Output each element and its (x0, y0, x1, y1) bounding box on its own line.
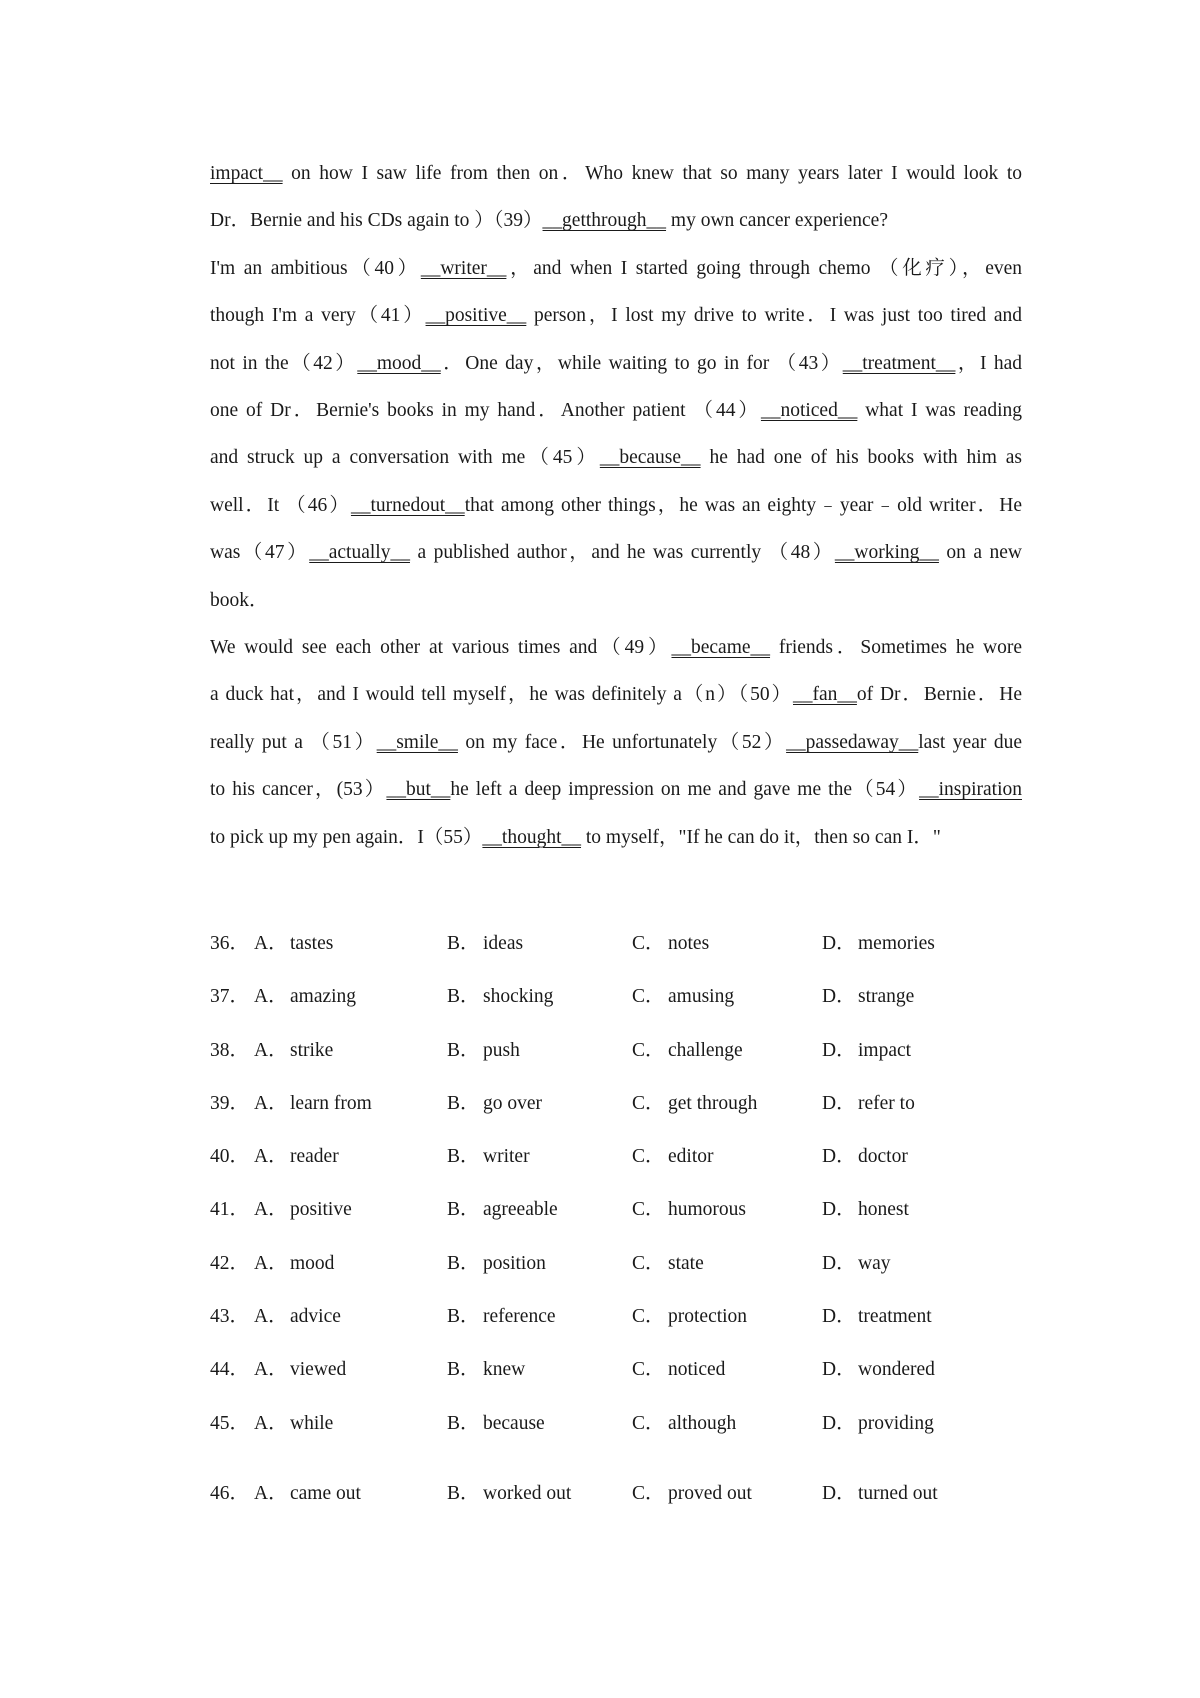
option-text: knew (483, 1359, 526, 1381)
option-letter: A． (254, 986, 288, 1008)
question-options-row (210, 1299, 1022, 1352)
option-choice (822, 1406, 934, 1442)
option-letter: C． (632, 1092, 665, 1114)
answer-blank: __positive__ (425, 305, 527, 327)
option-text: worked out (483, 1482, 572, 1504)
passage-text: Dr．Bernie and his CDs again to ）（39） (210, 210, 543, 232)
answer-blank: __thought__ (482, 826, 582, 848)
option-choice (254, 979, 356, 1015)
option-letter: B． (447, 1039, 480, 1061)
option-text: advice (290, 1306, 341, 1328)
option-choice (254, 1246, 334, 1282)
option-choice (254, 1299, 341, 1335)
option-letter: C． (632, 933, 665, 954)
option-text: tastes (290, 933, 334, 954)
passage-text: on a new (938, 542, 1023, 564)
option-choice (822, 926, 935, 962)
option-letter: B． (447, 1306, 480, 1328)
option-letter: A． (254, 1482, 288, 1504)
passage-text: and struck up a conversation with me（45） (210, 447, 600, 469)
option-letter: A． (254, 1092, 288, 1114)
answer-blank: __became__ (671, 637, 771, 659)
option-text: providing (858, 1412, 934, 1434)
option-letter: D． (822, 933, 856, 954)
passage-text: I'm an ambitious（40） (210, 257, 421, 279)
option-letter: C． (632, 1306, 665, 1328)
option-letter: B． (447, 1092, 480, 1114)
option-choice (632, 1406, 736, 1442)
passage-text: ，and when I started going through chemo （化疗），even (506, 257, 1023, 279)
option-letter: A． (254, 1039, 288, 1061)
option-letter: D． (822, 1199, 856, 1221)
option-text: memories (858, 933, 935, 954)
question-options-row (210, 979, 1022, 1032)
option-text: challenge (668, 1039, 743, 1061)
passage-text: he had one of his books with him as (700, 447, 1022, 469)
passage-text: to his cancer，(53） (210, 779, 387, 801)
question-options-row (210, 1033, 1022, 1086)
option-choice (822, 979, 914, 1015)
option-letter: C． (632, 1252, 665, 1274)
option-text: editor (668, 1146, 714, 1168)
option-letter: B． (447, 1412, 480, 1434)
passage-text: a published author，and he was currently （48） (409, 542, 835, 564)
option-choice (822, 1352, 935, 1388)
answer-blank: __actually__ (309, 542, 410, 564)
passage-text: to pick up my pen again．I（55） (210, 826, 483, 848)
option-text: positive (290, 1199, 352, 1221)
answer-blank: impact__ (210, 163, 283, 184)
option-letter: D． (822, 1359, 856, 1381)
passage-text: a duck hat，and I would tell myself，he was definitely a（n）（50） (210, 684, 793, 706)
passage-line (210, 529, 1022, 576)
passage-text: though I'm a very（41） (210, 305, 426, 327)
option-letter: B． (447, 986, 480, 1008)
answer-blank: __but__ (386, 779, 451, 801)
option-text: refer to (858, 1092, 915, 1114)
passage-text: on how I saw life from then on．Who knew that so many years later I would look to (282, 163, 1022, 184)
option-text: learn from (290, 1092, 372, 1114)
option-letter: D． (822, 1039, 856, 1061)
question-number: 40． (210, 1146, 250, 1168)
answer-blank: __inspiration (919, 779, 1022, 801)
answer-blank: __turnedout__ (350, 494, 465, 516)
answer-blank: __because__ (599, 447, 701, 469)
option-text: position (483, 1252, 546, 1274)
passage-text: We would see each other at various times and（49） (210, 637, 672, 659)
option-text: because (483, 1412, 545, 1434)
option-letter: D． (822, 1482, 856, 1504)
option-text: state (668, 1252, 704, 1274)
passage-text: ，I had (955, 352, 1022, 374)
option-text: came out (290, 1482, 361, 1504)
option-choice (447, 1476, 571, 1512)
option-choice (447, 1352, 525, 1388)
option-choice (632, 1299, 747, 1335)
option-letter: C． (632, 1412, 665, 1434)
passage-text: book． (210, 589, 269, 611)
option-choice (822, 1299, 932, 1335)
option-letter: A． (254, 1146, 288, 1168)
passage-text: ．One day，while waiting to go in for （43） (440, 352, 843, 374)
option-choice (254, 1139, 339, 1175)
passage-line (210, 197, 1022, 244)
option-choice (447, 1246, 546, 1282)
option-text: amazing (290, 986, 357, 1008)
question-number: 43． (210, 1306, 250, 1328)
passage-text: was（47） (210, 542, 310, 564)
question-number: 42． (210, 1252, 250, 1274)
option-letter: D． (822, 1412, 856, 1434)
option-letter: C． (632, 1039, 665, 1061)
option-text: humorous (668, 1199, 746, 1221)
option-text: shocking (483, 986, 554, 1008)
passage-line (210, 292, 1022, 339)
passage-line (210, 671, 1022, 718)
option-letter: C． (632, 1146, 665, 1168)
option-text: amusing (668, 986, 735, 1008)
question-number: 44． (210, 1359, 250, 1381)
option-letter: D． (822, 986, 856, 1008)
question-options-row (210, 1192, 1022, 1245)
option-choice (632, 1033, 743, 1069)
passage-line (210, 434, 1022, 481)
passage-text: friends．Sometimes he wore (770, 637, 1023, 659)
option-text: while (290, 1412, 334, 1434)
passage-line (210, 340, 1022, 387)
option-letter: A． (254, 1412, 288, 1434)
passage-paragraph (210, 624, 1022, 861)
passage-text: of Dr．Bernie．He (856, 684, 1023, 706)
option-text: reference (483, 1306, 556, 1328)
option-choice (447, 926, 523, 962)
question-options-row (210, 1139, 1022, 1192)
option-letter: D． (822, 1092, 856, 1114)
option-letter: A． (254, 1359, 288, 1381)
option-choice (632, 1246, 704, 1282)
option-letter: C． (632, 1482, 665, 1504)
option-text: wondered (858, 1359, 935, 1381)
option-text: notes (668, 933, 710, 954)
answer-blank: __passedaway__ (786, 731, 919, 753)
passage-text: person，I lost my drive to write．I was just too tired and (526, 305, 1022, 327)
answer-blank: __working__ (834, 542, 939, 564)
option-letter: B． (447, 1252, 480, 1274)
option-choice (447, 1406, 545, 1442)
option-choice (632, 979, 734, 1015)
passage-paragraph (210, 245, 1022, 624)
option-text: way (858, 1252, 891, 1274)
option-text: noticed (668, 1359, 726, 1381)
option-text: proved out (668, 1482, 752, 1504)
option-choice (254, 1406, 333, 1442)
option-choice (447, 1086, 542, 1122)
option-letter: C． (632, 1199, 665, 1221)
option-choice (822, 1033, 911, 1069)
option-choice (822, 1476, 938, 1512)
answer-blank: __writer__ (420, 257, 507, 279)
option-choice (447, 1299, 556, 1335)
passage-line (210, 766, 1022, 813)
option-choice (447, 1192, 558, 1228)
option-choice (447, 1033, 520, 1069)
question-number: 37． (210, 986, 250, 1008)
option-letter: C． (632, 1359, 665, 1381)
option-text: reader (290, 1146, 339, 1168)
question-number: 39． (210, 1092, 250, 1114)
option-letter: B． (447, 1146, 480, 1168)
option-choice (447, 979, 553, 1015)
option-text: viewed (290, 1359, 347, 1381)
question-options-row (210, 1086, 1022, 1139)
passage-line (210, 150, 1022, 197)
passage-line (210, 577, 1022, 624)
passage-text: last year due (918, 731, 1022, 753)
option-choice (632, 1139, 713, 1175)
question-number: 46． (210, 1482, 250, 1504)
question-number: 41． (210, 1199, 250, 1221)
option-choice (632, 1352, 725, 1388)
passage-line (210, 814, 1022, 861)
question-number: 36． (210, 933, 250, 954)
option-choice (254, 1033, 333, 1069)
passage-line (210, 245, 1022, 292)
option-choice (632, 1086, 757, 1122)
answer-blank: __smile__ (376, 731, 458, 753)
option-text: mood (290, 1252, 335, 1274)
option-choice (254, 1086, 372, 1122)
question-options-row (210, 926, 1022, 979)
question-number: 45． (210, 1412, 250, 1434)
answer-blank: __mood__ (357, 352, 441, 374)
answer-blank: __fan__ (793, 684, 857, 706)
question-options-row (210, 1476, 1022, 1529)
passage-text: what I was reading (857, 400, 1022, 422)
option-choice (254, 1192, 352, 1228)
answer-blank: __treatment__ (842, 352, 956, 374)
option-text: doctor (858, 1146, 908, 1168)
option-text: turned out (858, 1482, 938, 1504)
option-choice (822, 1086, 915, 1122)
option-text: although (668, 1412, 737, 1434)
answer-options (210, 926, 1022, 1529)
passage-line (210, 624, 1022, 671)
option-text: impact (858, 1039, 912, 1061)
question-options-row (210, 1406, 1022, 1459)
option-choice (254, 1476, 361, 1512)
option-text: ideas (483, 933, 524, 954)
option-letter: B． (447, 1482, 480, 1504)
answer-blank: __noticed__ (760, 400, 858, 422)
option-letter: A． (254, 1199, 288, 1221)
passage-line (210, 719, 1022, 766)
cloze-passage (210, 150, 1022, 861)
passage-text: not in the（42） (210, 352, 358, 374)
option-text: push (483, 1039, 520, 1061)
option-letter: A． (254, 1252, 288, 1274)
passage-text: to myself，"If he can do it，then so can I．" (581, 826, 941, 848)
passage-text: he left a deep impression on me and gave me the（54） (450, 779, 920, 801)
option-text: writer (483, 1146, 530, 1168)
option-choice (822, 1192, 909, 1228)
option-letter: A． (254, 1306, 288, 1328)
passage-text: one of Dr．Bernie's books in my hand．Another patient （44） (210, 400, 761, 422)
passage-text: well．It （46） (210, 494, 351, 516)
option-choice (254, 926, 333, 962)
option-letter: D． (822, 1146, 856, 1168)
option-text: go over (483, 1092, 543, 1114)
option-letter: D． (822, 1252, 856, 1274)
option-letter: B． (447, 1359, 480, 1381)
question-options-row (210, 1246, 1022, 1299)
option-letter: B． (447, 1199, 480, 1221)
question-number: 38． (210, 1039, 250, 1061)
passage-text: on my face．He unfortunately（52） (457, 731, 787, 753)
passage-text: really put a （51） (210, 731, 377, 753)
passage-text: my own cancer experience? (666, 210, 888, 232)
passage-line (210, 387, 1022, 434)
option-text: get through (668, 1092, 758, 1114)
option-choice (632, 926, 709, 962)
option-choice (822, 1246, 891, 1282)
option-text: agreeable (483, 1199, 558, 1221)
option-choice (632, 1192, 746, 1228)
option-text: honest (858, 1199, 909, 1221)
question-options-row (210, 1352, 1022, 1405)
option-text: strike (290, 1039, 334, 1061)
option-choice (447, 1139, 530, 1175)
option-choice (254, 1352, 346, 1388)
option-choice (632, 1476, 752, 1512)
passage-text: that among other things，he was an eighty﹣year﹣old writer．He (464, 494, 1022, 516)
passage-line (210, 482, 1022, 529)
option-text: treatment (858, 1306, 932, 1328)
option-choice (822, 1139, 908, 1175)
option-text: strange (858, 986, 915, 1008)
passage-paragraph (210, 150, 1022, 245)
option-letter: C． (632, 986, 665, 1008)
option-letter: D． (822, 1306, 856, 1328)
option-letter: A． (254, 933, 288, 954)
answer-blank: __getthrough__ (542, 210, 667, 232)
option-letter: B． (447, 933, 480, 954)
option-text: protection (668, 1306, 748, 1328)
